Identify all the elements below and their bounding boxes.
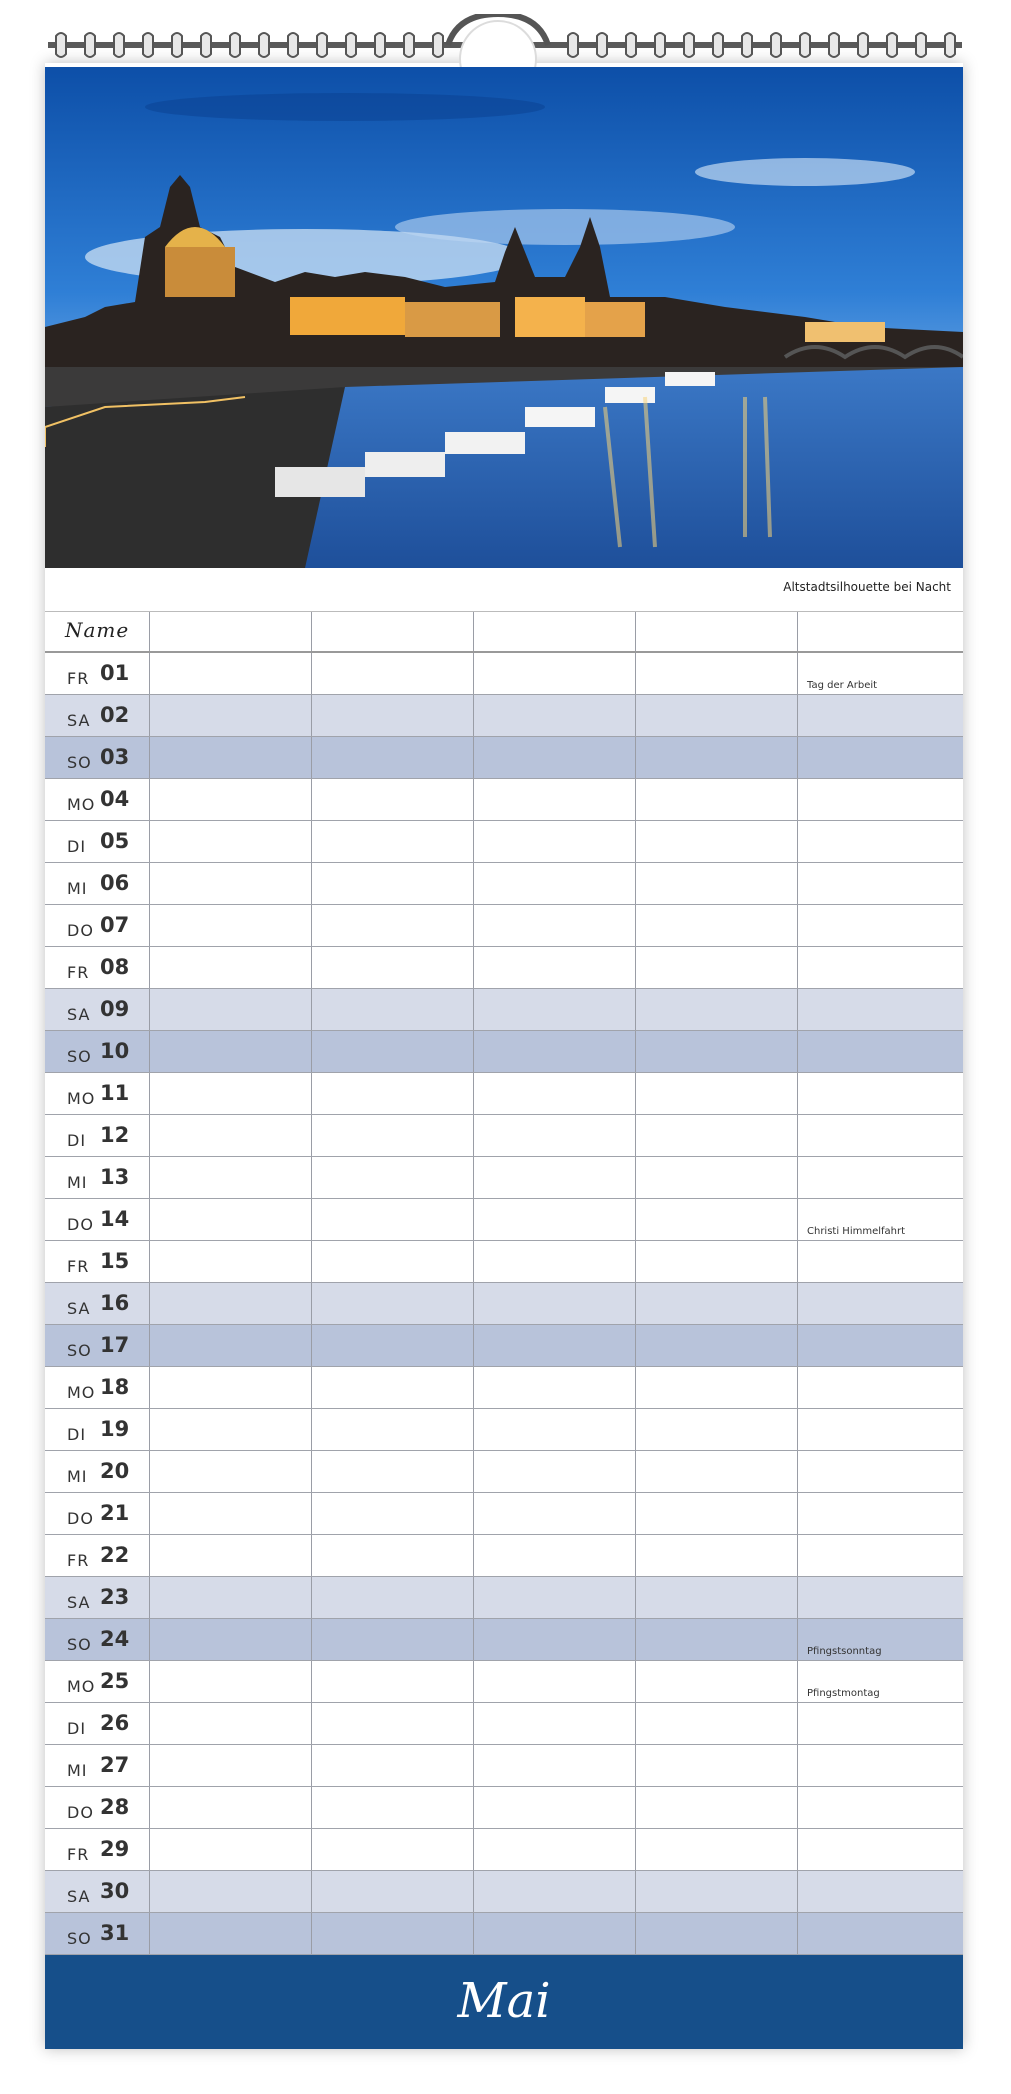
entry-cell[interactable] [474,1703,635,1744]
weekday-label: DO [67,1215,94,1234]
entry-cell[interactable] [636,947,797,988]
binding-coil [742,33,752,57]
weekday-label: SO [67,1929,92,1948]
weekday-label: DO [67,1509,94,1528]
entry-cell[interactable] [474,695,635,736]
binding-coil [288,33,298,57]
entry-cell[interactable] [636,1493,797,1534]
entry-cell[interactable] [150,1871,311,1912]
entry-cell[interactable] [474,1619,635,1660]
column-divider [797,1031,798,1072]
entry-cell[interactable] [474,1745,635,1786]
entry-cell[interactable] [636,1745,797,1786]
entry-cell[interactable] [636,695,797,736]
column-divider [635,612,636,651]
date-number: 22 [100,1543,130,1567]
entry-cell[interactable] [636,737,797,778]
day-row [45,695,963,737]
entry-cell[interactable] [636,653,797,694]
binding-coil [945,33,955,57]
day-row [45,1451,963,1493]
date-number: 07 [100,913,130,937]
weekday-label: DO [67,1803,94,1822]
weekday-label: FR [67,1257,90,1276]
entry-cell[interactable] [150,1199,311,1240]
weekday-label: DI [67,837,87,856]
date-number: 27 [100,1753,130,1777]
entry-cell[interactable] [636,821,797,862]
binding-coil [829,33,839,57]
date-number: 10 [100,1039,130,1063]
entry-cell[interactable] [474,1073,635,1114]
weekday-label: DO [67,921,94,940]
entry-cell[interactable] [636,1325,797,1366]
date-number: 03 [100,745,130,769]
entry-cell[interactable] [150,947,311,988]
entry-cell[interactable] [474,653,635,694]
column-divider [797,1367,798,1408]
entry-cell[interactable] [150,1241,311,1282]
weekday-label: FR [67,1845,90,1864]
entry-cell[interactable] [312,863,473,904]
date-number: 06 [100,871,130,895]
binding-coil [259,33,269,57]
planner-grid [45,611,963,1955]
entry-cell[interactable] [474,821,635,862]
binding-coil [800,33,810,57]
day-row [45,1073,963,1115]
day-row [45,1871,963,1913]
day-row [45,1115,963,1157]
entry-cell[interactable] [636,1619,797,1660]
weekday-label: MI [67,879,88,898]
entry-cell[interactable] [150,1325,311,1366]
day-row [45,1535,963,1577]
column-divider [797,863,798,904]
entry-cell[interactable] [636,1871,797,1912]
day-row [45,1787,963,1829]
entry-cell[interactable] [150,1577,311,1618]
day-row [45,989,963,1031]
entry-cell[interactable] [150,1157,311,1198]
entry-cell[interactable] [150,1493,311,1534]
date-number: 14 [100,1207,130,1231]
column-divider [797,821,798,862]
weekday-label: FR [67,669,90,688]
weekday-label: SA [67,1005,91,1024]
entry-cell[interactable] [636,1913,797,1954]
entry-cell[interactable] [312,1535,473,1576]
entry-cell[interactable] [150,779,311,820]
entry-cell[interactable] [474,1031,635,1072]
entry-cell[interactable] [312,1703,473,1744]
column-divider [797,1283,798,1324]
entry-cell[interactable] [474,1871,635,1912]
date-number: 31 [100,1921,130,1945]
column-divider [797,612,798,651]
date-number: 21 [100,1501,130,1525]
column-divider [797,1535,798,1576]
entry-cell[interactable] [150,989,311,1030]
weekday-label: SO [67,1047,92,1066]
entry-cell[interactable] [474,905,635,946]
entry-cell[interactable] [312,1073,473,1114]
entry-cell[interactable] [636,1241,797,1282]
column-divider [797,1745,798,1786]
entry-cell[interactable] [150,1745,311,1786]
column-divider [797,1661,798,1702]
date-number: 11 [100,1081,130,1105]
entry-cell[interactable] [150,1451,311,1492]
entry-cell[interactable] [474,1661,635,1702]
date-number: 19 [100,1417,130,1441]
date-number: 04 [100,787,130,811]
date-number: 17 [100,1333,130,1357]
entry-cell[interactable] [474,1241,635,1282]
column-divider [797,1241,798,1282]
day-row [45,1367,963,1409]
day-row [45,737,963,779]
entry-cell[interactable] [474,779,635,820]
entry-cell[interactable] [312,905,473,946]
month-footer [45,1955,963,2049]
entry-cell[interactable] [312,1115,473,1156]
weekday-label: MO [67,1383,96,1402]
binding-coil [887,33,897,57]
column-divider [797,779,798,820]
entry-cell[interactable] [474,1115,635,1156]
entry-cell[interactable] [636,1157,797,1198]
entry-cell[interactable] [474,1787,635,1828]
entry-cell[interactable] [150,863,311,904]
column-divider [797,1577,798,1618]
entry-cell[interactable] [150,1661,311,1702]
entry-cell[interactable] [150,1115,311,1156]
entry-cell[interactable] [474,1283,635,1324]
column-divider [797,905,798,946]
weekday-label: SO [67,1635,92,1654]
weekday-label: MI [67,1761,88,1780]
column-divider [797,1115,798,1156]
entry-cell[interactable] [312,1661,473,1702]
day-row [45,1661,963,1703]
holiday-note: Pfingstsonntag [807,1646,882,1657]
weekday-label: SA [67,711,91,730]
column-divider [797,1703,798,1744]
column-divider [797,1073,798,1114]
entry-cell[interactable] [312,989,473,1030]
entry-cell[interactable] [150,653,311,694]
entry-cell[interactable] [474,1829,635,1870]
binding-coil [684,33,694,57]
binding-coil [858,33,868,57]
day-row [45,1283,963,1325]
entry-cell[interactable] [150,821,311,862]
photo-caption: Altstadtsilhouette bei Nacht [783,580,951,594]
entry-cell[interactable] [150,695,311,736]
entry-cell[interactable] [312,1031,473,1072]
binding-coil [172,33,182,57]
entry-cell[interactable] [312,1493,473,1534]
entry-cell[interactable] [312,1241,473,1282]
column-divider [473,612,474,651]
entry-cell[interactable] [150,1031,311,1072]
entry-cell[interactable] [312,1409,473,1450]
column-divider [797,1493,798,1534]
entry-cell[interactable] [636,1535,797,1576]
entry-cell[interactable] [636,1661,797,1702]
entry-cell[interactable] [150,1703,311,1744]
weekday-label: SA [67,1299,91,1318]
entry-cell[interactable] [150,905,311,946]
day-row [45,947,963,989]
column-divider [797,1157,798,1198]
entry-cell[interactable] [312,1787,473,1828]
entry-cell[interactable] [150,1283,311,1324]
holiday-note: Christi Himmelfahrt [807,1226,906,1237]
weekday-label: MI [67,1173,88,1192]
date-number: 05 [100,829,130,853]
day-row [45,1745,963,1787]
binding-coil [317,33,327,57]
entry-cell[interactable] [636,1367,797,1408]
entry-cell[interactable] [312,1283,473,1324]
column-divider [797,1409,798,1450]
entry-cell[interactable] [636,1199,797,1240]
entry-cell[interactable] [312,1451,473,1492]
weekday-label: MI [67,1467,88,1486]
entry-cell[interactable] [636,863,797,904]
day-row [45,1325,963,1367]
column-divider [797,1619,798,1660]
date-number: 28 [100,1795,130,1819]
entry-cell[interactable] [474,1157,635,1198]
column-divider [797,1913,798,1954]
entry-cell[interactable] [474,947,635,988]
date-number: 29 [100,1837,130,1861]
binding-coil [771,33,781,57]
binding-coil [597,33,607,57]
day-row [45,779,963,821]
day-row [45,1619,963,1661]
entry-cell[interactable] [312,1745,473,1786]
entry-cell[interactable] [312,1325,473,1366]
entry-cell[interactable] [312,1199,473,1240]
day-row [45,821,963,863]
binding-coil [655,33,665,57]
entry-cell[interactable] [474,737,635,778]
day-row [45,1829,963,1871]
day-row [45,1493,963,1535]
entry-cell[interactable] [312,1367,473,1408]
weekday-label: FR [67,1551,90,1570]
weekday-label: MO [67,795,96,814]
day-row [45,1031,963,1073]
date-number: 13 [100,1165,130,1189]
entry-cell[interactable] [312,1157,473,1198]
binding-coil [56,33,66,57]
entry-cell[interactable] [312,737,473,778]
weekday-label: SO [67,1341,92,1360]
binding-coil [201,33,211,57]
day-row [45,1577,963,1619]
weekday-label: DI [67,1131,87,1150]
date-number: 08 [100,955,130,979]
binding-coil [568,33,578,57]
weekday-label: SA [67,1593,91,1612]
day-row [45,863,963,905]
entry-cell[interactable] [150,1619,311,1660]
entry-cell[interactable] [150,1535,311,1576]
entry-cell[interactable] [474,1409,635,1450]
entry-cell[interactable] [636,1451,797,1492]
date-number: 26 [100,1711,130,1735]
entry-cell[interactable] [474,1367,635,1408]
binding-coil [143,33,153,57]
column-divider [797,1787,798,1828]
column-divider [149,612,150,651]
date-number: 23 [100,1585,130,1609]
entry-cell[interactable] [636,905,797,946]
entry-cell[interactable] [312,779,473,820]
binding-coil [230,33,240,57]
date-number: 24 [100,1627,130,1651]
day-rows [45,653,963,1955]
date-number: 15 [100,1249,130,1273]
weekday-label: DI [67,1719,87,1738]
entry-cell[interactable] [474,1577,635,1618]
column-divider [797,1325,798,1366]
day-row [45,905,963,947]
binding-coil [85,33,95,57]
entry-cell[interactable] [150,1367,311,1408]
name-label: Name [65,618,130,642]
weekday-label: FR [67,963,90,982]
date-number: 12 [100,1123,130,1147]
day-row [45,653,963,695]
city-photo [45,67,963,568]
column-divider [311,612,312,651]
date-number: 09 [100,997,130,1021]
column-divider [797,695,798,736]
day-row [45,1913,963,1955]
entry-cell[interactable] [474,863,635,904]
entry-cell[interactable] [150,1913,311,1954]
header-row [45,611,963,653]
date-number: 20 [100,1459,130,1483]
entry-cell[interactable] [150,737,311,778]
weekday-label: MO [67,1677,96,1696]
entry-cell[interactable] [312,1913,473,1954]
date-number: 16 [100,1291,130,1315]
weekday-label: MO [67,1089,96,1108]
column-divider [797,989,798,1030]
month-title: Mai [457,1973,551,2029]
date-number: 02 [100,703,130,727]
entry-cell[interactable] [150,1073,311,1114]
entry-cell[interactable] [474,1451,635,1492]
entry-cell[interactable] [150,1787,311,1828]
entry-cell[interactable] [474,1493,635,1534]
binding-coil [433,33,443,57]
entry-cell[interactable] [636,989,797,1030]
entry-cell[interactable] [636,1283,797,1324]
entry-cell[interactable] [312,947,473,988]
holiday-note: Pfingstmontag [807,1688,880,1699]
day-row [45,1241,963,1283]
entry-cell[interactable] [150,1829,311,1870]
binding-coil [346,33,356,57]
day-row [45,1409,963,1451]
date-number: 30 [100,1879,130,1903]
date-number: 01 [100,661,130,685]
day-row [45,1703,963,1745]
date-number: 18 [100,1375,130,1399]
binding-coil [626,33,636,57]
weekday-label: SA [67,1887,91,1906]
entry-cell[interactable] [636,1787,797,1828]
binding-coil [114,33,124,57]
binding-coil [375,33,385,57]
entry-cell[interactable] [312,1577,473,1618]
binding-coil [713,33,723,57]
binding-coil [916,33,926,57]
binding-coil [404,33,414,57]
entry-cell[interactable] [636,1031,797,1072]
entry-cell[interactable] [312,1829,473,1870]
column-divider [797,1199,798,1240]
entry-cell[interactable] [150,1409,311,1450]
entry-cell[interactable] [312,1871,473,1912]
entry-cell[interactable] [474,1325,635,1366]
entry-cell[interactable] [636,1829,797,1870]
entry-cell[interactable] [636,1073,797,1114]
entry-cell[interactable] [636,1115,797,1156]
date-number: 25 [100,1669,130,1693]
day-row [45,1199,963,1241]
entry-cell[interactable] [312,1619,473,1660]
entry-cell[interactable] [474,1535,635,1576]
day-row [45,1157,963,1199]
column-divider [797,947,798,988]
weekday-label: DI [67,1425,87,1444]
entry-cell[interactable] [474,1913,635,1954]
entry-cell[interactable] [636,779,797,820]
entry-cell[interactable] [636,1703,797,1744]
holiday-note: Tag der Arbeit [807,680,878,691]
entry-cell[interactable] [312,821,473,862]
entry-cell[interactable] [474,1199,635,1240]
entry-cell[interactable] [312,695,473,736]
entry-cell[interactable] [636,1577,797,1618]
column-divider [797,1871,798,1912]
column-divider [797,1829,798,1870]
entry-cell[interactable] [312,653,473,694]
weekday-label: SO [67,753,92,772]
entry-cell[interactable] [474,989,635,1030]
column-divider [797,737,798,778]
column-divider [797,653,798,694]
column-divider [797,1451,798,1492]
entry-cell[interactable] [636,1409,797,1450]
